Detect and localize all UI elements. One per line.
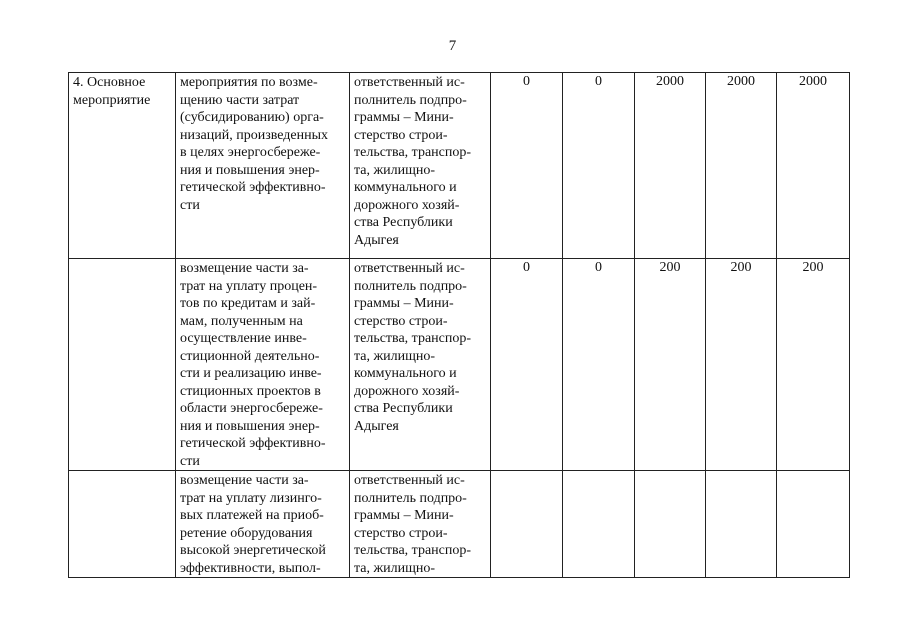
cell-line: щению части затрат xyxy=(180,92,300,108)
funding-value: 200 xyxy=(730,260,752,275)
cell-line: возмещение части за- xyxy=(180,473,309,488)
cell-line: Адыгея xyxy=(354,418,399,434)
cell-line: граммы – Мини- xyxy=(354,508,454,523)
cell-line: мам, полученным на xyxy=(180,313,303,329)
cell-line: стерство строи- xyxy=(354,127,448,143)
cell-line: граммы – Мини- xyxy=(354,296,454,311)
cell-line: стиционной деятельно- xyxy=(180,348,320,364)
event-number-cell xyxy=(69,259,176,471)
table-row xyxy=(69,73,850,259)
event-description-cell xyxy=(176,73,350,259)
funding-value-cell xyxy=(777,259,850,471)
funding-value: 0 xyxy=(595,74,602,89)
funding-value-cell xyxy=(491,471,563,578)
cell-line: ответственный ис- xyxy=(354,261,465,276)
cell-line: полнитель подпро- xyxy=(354,490,467,506)
cell-line: мероприятия по возме- xyxy=(180,75,318,90)
responsible-executor-cell xyxy=(350,259,491,471)
funding-value-cell xyxy=(777,471,850,578)
cell-line: мероприятие xyxy=(73,92,151,108)
responsible-executor-cell xyxy=(350,471,491,578)
cell-line: ния и повышения энер- xyxy=(180,162,320,178)
program-table xyxy=(68,72,850,578)
funding-value-cell xyxy=(635,259,706,471)
responsible-executor-cell xyxy=(350,73,491,259)
cell-line: трат на уплату процен- xyxy=(180,278,318,294)
cell-line: полнитель подпро- xyxy=(354,92,467,108)
cell-line: возмещение части за- xyxy=(180,261,309,276)
cell-line: ретение оборудования xyxy=(180,525,313,541)
cell-line: сти xyxy=(180,453,200,469)
cell-line: ответственный ис- xyxy=(354,75,465,90)
cell-line: сти и реализацию инве- xyxy=(180,366,322,381)
cell-line: коммунального и xyxy=(354,180,457,195)
funding-value: 0 xyxy=(523,74,530,89)
cell-line: коммунального и xyxy=(354,366,457,381)
cell-line: эффективности, выпол- xyxy=(180,560,321,576)
cell-line: высокой энергетической xyxy=(180,543,326,558)
cell-line: полнитель подпро- xyxy=(354,278,467,294)
funding-value-cell xyxy=(635,471,706,578)
funding-value-cell xyxy=(491,259,563,471)
table-row xyxy=(69,471,850,578)
funding-value-cell xyxy=(706,259,777,471)
funding-value-cell xyxy=(563,73,635,259)
cell-line: осуществление инве- xyxy=(180,331,307,346)
event-description-cell xyxy=(176,259,350,471)
cell-line: тельства, транспор- xyxy=(354,145,472,160)
cell-line: тельства, транспор- xyxy=(354,331,472,346)
cell-line: (субсидированию) орга- xyxy=(180,110,324,125)
event-number-cell xyxy=(69,73,176,259)
cell-line: та, жилищно- xyxy=(354,560,436,576)
cell-line: вых платежей на приоб- xyxy=(180,508,324,523)
cell-line: 4. Основное xyxy=(73,75,146,90)
cell-line: трат на уплату лизинго- xyxy=(180,490,322,506)
cell-line: низаций, произведенных xyxy=(180,127,329,143)
cell-line: тов по кредитам и зай- xyxy=(180,296,316,311)
funding-value: 0 xyxy=(523,260,530,275)
cell-line: стерство строи- xyxy=(354,313,448,329)
funding-value-cell xyxy=(491,73,563,259)
cell-line: ства Республики xyxy=(354,401,453,416)
cell-line: в целях энергосбереже- xyxy=(180,145,321,160)
cell-line: дорожного хозяй- xyxy=(354,197,460,213)
cell-line: тельства, транспор- xyxy=(354,543,472,558)
funding-value: 0 xyxy=(595,260,602,275)
table-row xyxy=(69,259,850,471)
cell-line: та, жилищно- xyxy=(354,162,436,178)
funding-value-cell xyxy=(777,73,850,259)
funding-value-cell xyxy=(706,471,777,578)
funding-value: 200 xyxy=(659,260,681,275)
cell-line: сти xyxy=(180,197,200,213)
cell-line: Адыгея xyxy=(354,232,399,248)
funding-value-cell xyxy=(706,73,777,259)
cell-line: ства Республики xyxy=(354,215,453,230)
funding-value: 2000 xyxy=(727,74,755,89)
funding-value: 2000 xyxy=(656,74,684,89)
cell-line: стерство строи- xyxy=(354,525,448,541)
funding-value: 200 xyxy=(802,260,824,275)
cell-line: гетической эффективно- xyxy=(180,436,326,451)
cell-line: области энергосбереже- xyxy=(180,401,323,416)
event-number-cell xyxy=(69,471,176,578)
funding-value-cell xyxy=(563,259,635,471)
cell-line: стиционных проектов в xyxy=(180,383,321,399)
funding-value: 2000 xyxy=(799,74,827,89)
event-description-cell xyxy=(176,471,350,578)
cell-line: дорожного хозяй- xyxy=(354,383,460,399)
cell-line: ния и повышения энер- xyxy=(180,418,320,434)
cell-line: ответственный ис- xyxy=(354,473,465,488)
funding-value-cell xyxy=(635,73,706,259)
cell-line: гетической эффективно- xyxy=(180,180,326,195)
funding-value-cell xyxy=(563,471,635,578)
page-number: 7 xyxy=(448,38,457,54)
cell-line: та, жилищно- xyxy=(354,348,436,364)
cell-line: граммы – Мини- xyxy=(354,110,454,125)
